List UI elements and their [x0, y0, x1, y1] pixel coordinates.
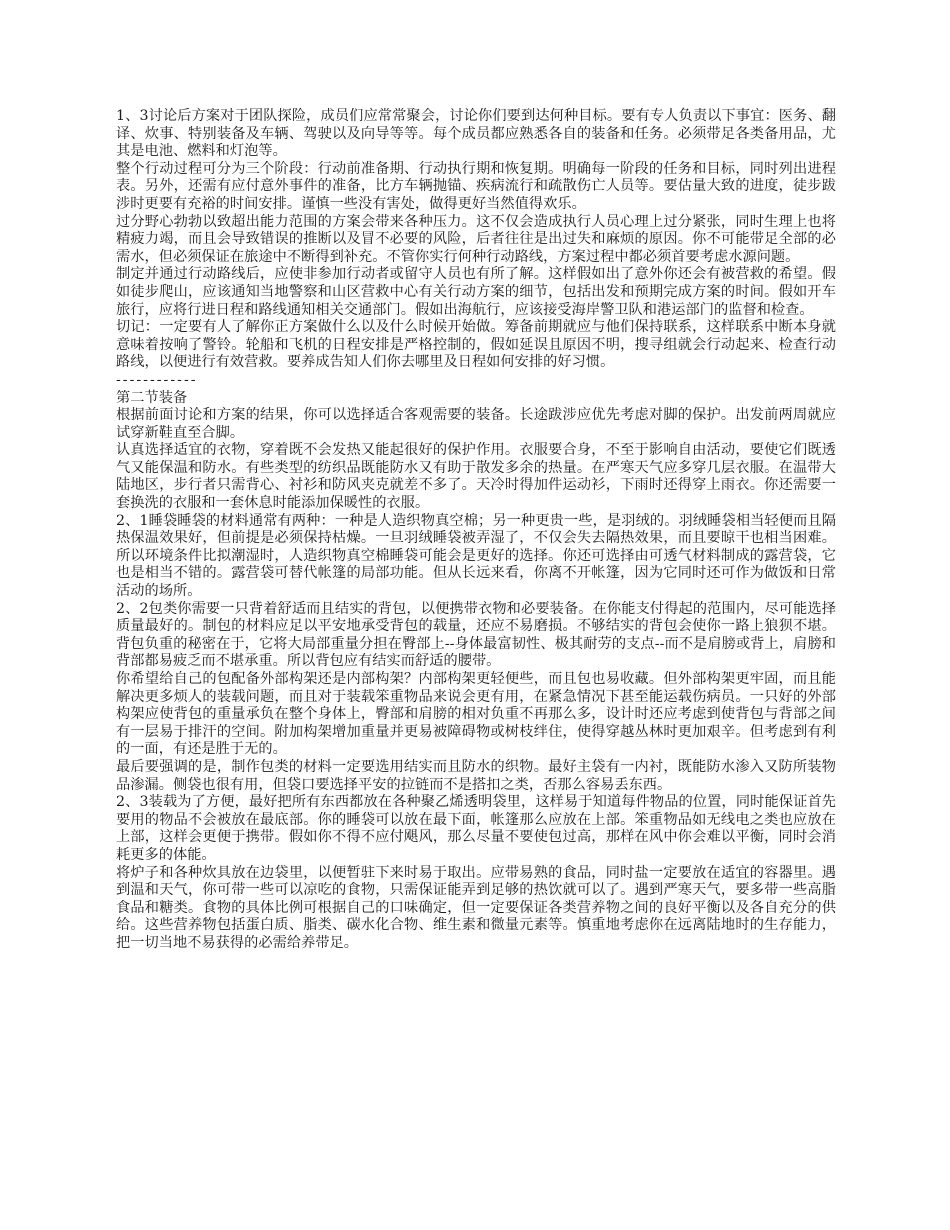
paragraph-reminder: 切记：一定要有人了解你正方案做什么以及什么时候开始做。筹备前期就应与他们保持联系，这样联系中断本身就意味着按响了警铃。轮船和飞机的日程安排是严格控制的，假如延误且原因不明，搜寻组就会行动起来、检查行动路线，以便进行有效营救。要养成告知人们你去哪里及日程如何安排的好习惯。	[116, 319, 836, 371]
section-divider: ------------	[116, 371, 198, 388]
paragraph-loading: 2、3装载为了方便，最好把所有东西都放在各种聚乙烯透明袋里，这样易于知道每件物品的位置，同时能保证首先要用的物品不会被放在最底部。你的睡袋可以放在最下面，帐篷那么应放在上部。笨重物品如无线电之类也应放在上部，这样会更便于携带。假如你不得不应付飓风，那么尽量不要使包过高，那样在风中你会难以平衡，同时会消耗更多的体能。	[116, 794, 836, 863]
paragraph-food: 将炉子和各种炊具放在边袋里，以便暂驻下来时易于取出。应带易熟的食品，同时盐一定要放在适宜的容器里。遇到温和天气，你可带一些可以凉吃的食物，只需保证能弄到足够的热饮就可以了。遇到严寒天气，要多带一些高脂食品和糖类。食物的具体比例可根据自己的口味确定，但一定要保证各类营养物之间的良好平衡以及各自充分的供给。这些营养物包括蛋白质、脂类、碳水化合物、维生素和微量元素等。慎重地考虑你在远离陆地时的生存能力，把一切当地不易获得的必需给养带足。	[116, 864, 836, 951]
paragraph-frame: 你希望给自己的包配备外部构架还是内部构架？内部构架更轻便些，而且包也易收藏。但外部构架更牢固，而且能解决更多烦人的装载问题，而且对于装载笨重物品来说会更有用，在紧急情况下甚至能运载伤病员。一只好的外部构架应使背包的重量承负在整个身体上，臀部和肩膀的相对负重不再那么多，设计时还应考虑到使背包与背部之间有一层易于排汗的空间。附加构架增加重量并更易被障碍物或树枝绊住，使得穿越丛林时更加艰辛。但考虑到有利的一面，有还是胜于无的。	[116, 671, 836, 758]
paragraph-overambition: 过分野心勃勃以致超出能力范围的方案会带来各种压力。这不仅会造成执行人员心理上过分紧张，同时生理上也将精疲力竭，而且会导致错误的推断以及冒不必要的风险，后者往往是出过失和麻烦的原因。你不可能带足全部的必需水，但必须保证在旅途中不断得到补充。不管你实行何种行动路线，方案过程中都必须首要考虑水源问题。	[116, 213, 836, 265]
paragraph-sleeping-bag: 2、1睡袋睡袋的材料通常有两种：一种是人造织物真空棉；另一种更贵一些，是羽绒的。羽绒睡袋相当轻便而且隔热保温效果好，但前提是必须保持枯燥。一旦羽绒睡袋被弄湿了，不仅会失去隔热效果，而且要晾干也相当困难。所以环境条件比拟潮湿时，人造织物真空棉睡袋可能会是更好的选择。你还可选择由可透气材料制成的露营袋，它也是相当不错的。露营袋可替代帐篷的局部功能。但从长远来看，你离不开帐篷，因为它同时还可作为做饭和日常活动的场所。	[116, 512, 836, 600]
paragraph-backpack: 2、2包类你需要一只背着舒适而且结实的背包，以便携带衣物和必要装备。在你能支付得起的范围内，尽可能选择质量最好的。制包的材料应足以平安地承受背包的载量，还应不易磨损。不够结实的背包会使你一路上狼狈不堪。背包负重的秘密在于，它将大局部重量分担在臀部上--身体最富韧性、极其耐劳的支点--而不是肩膀或背上，肩膀和背部都易疲乏而不堪承重。所以背包应有结实而舒适的腰带。	[116, 600, 836, 670]
paragraph-equipment-intro: 根据前面讨论和方案的结果，你可以选择适合客观需要的装备。长途跋涉应优先考虑对脚的保护。出发前两周就应试穿新鞋直至合脚。	[116, 407, 836, 441]
paragraph-route-notification: 制定并通过行动路线后，应使非参加行动者或留守人员也有所了解。这样假如出了意外你还会有被营救的希望。假如徒步爬山，应该通知当地警察和山区营救中心有关行动方案的细节，包括出发和预期完成方案的时间。假如开车旅行，应将行进日程和路线通知相关交通部门。假如出海航行，应该接受海岸警卫队和港运部门的监督和检查。	[116, 266, 836, 318]
paragraph-planning-team: 1、3讨论后方案对于团队探险，成员们应常常聚会，讨论你们要到达何种目标。要有专人负责以下事宜：医务、翻译、炊事、特别装备及车辆、驾驶以及向导等等。每个成员都应熟悉各自的装备和任务。必须带足各类备用品，尤其是电池、燃料和灯泡等。	[116, 108, 836, 160]
paragraph-action-phases: 整个行动过程可分为三个阶段：行动前准备期、行动执行期和恢复期。明确每一阶段的任务和目标，同时列出进程表。另外，还需有应付意外事件的准备，比方车辆抛锚、疾病流行和疏散伤亡人员等。要估量大致的进度，徒步跋涉时更要有充裕的时间安排。谨慎一些没有害处，做得更好当然值得欢乐。	[116, 160, 836, 212]
document-body	[116, 108, 836, 953]
paragraph-materials: 最后要强调的是，制作包类的材料一定要选用结实而且防水的织物。最好主袋有一内衬，既能防水渗入又防所装物品渗漏。侧袋也很有用，但袋口要选择平安的拉链而不是搭扣之类，否那么容易丢东西。	[116, 758, 836, 793]
paragraph-clothing: 认真选择适宜的衣物，穿着既不会发热又能起很好的保护作用。衣服要合身，不至于影响自由活动，要使它们既透气又能保温和防水。有些类型的纺织品既能防水又有助于散发多余的热量。在严寒天气应多穿几层衣服。在温带大陆地区，步行者只需背心、衬衫和防风夹克就差不多了。天冷时得加件运动衫，下雨时还得穿上雨衣。你还需要一套换洗的衣服和一套休息时能添加保暖性的衣服。	[116, 442, 836, 512]
section-heading-equipment: 第二节装备	[116, 389, 188, 406]
